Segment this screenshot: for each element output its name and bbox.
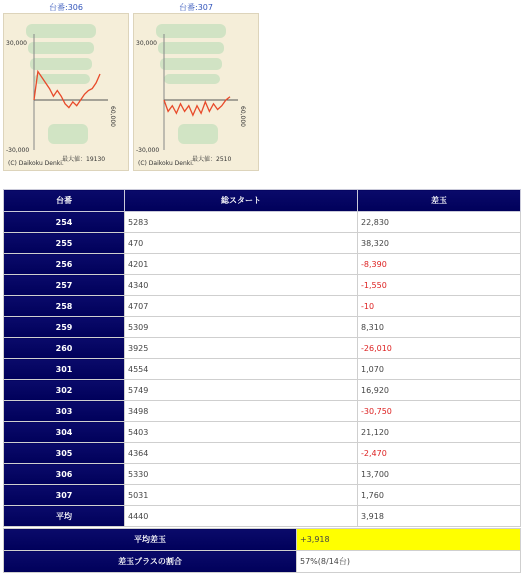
- machine-number-cell: 平均: [4, 506, 125, 527]
- difference-cell: 1,760: [358, 485, 521, 506]
- machine-number-cell: 304: [4, 422, 125, 443]
- machine-number-cell: 303: [4, 401, 125, 422]
- table-row: [4, 275, 521, 296]
- total-start-cell: 5031: [125, 485, 358, 506]
- machine-number-cell: 260: [4, 338, 125, 359]
- difference-cell: -10: [358, 296, 521, 317]
- difference-cell: 3,918: [358, 506, 521, 527]
- difference-cell: 21,120: [358, 422, 521, 443]
- difference-cell: 38,320: [358, 233, 521, 254]
- table-row: [4, 212, 521, 233]
- copyright: (C) Daikoku Denki.: [138, 160, 194, 167]
- total-start-cell: 4201: [125, 254, 358, 275]
- total-start-cell: 5403: [125, 422, 358, 443]
- difference-cell: 22,830: [358, 212, 521, 233]
- table-row: [4, 254, 521, 275]
- x-max-label: 60,000: [239, 106, 246, 127]
- copyright: (C) Daikoku Denki.: [8, 160, 64, 167]
- graph-line: [164, 97, 230, 116]
- difference-cell: -1,550: [358, 275, 521, 296]
- difference-cell: 1,070: [358, 359, 521, 380]
- plus-ratio-value: 57%(8/14台): [297, 551, 521, 573]
- header-total-start: 総スタート: [125, 190, 358, 212]
- total-start-cell: 3498: [125, 401, 358, 422]
- difference-cell: -30,750: [358, 401, 521, 422]
- difference-cell: 13,700: [358, 464, 521, 485]
- table-row: [4, 296, 521, 317]
- machine-number-cell: 257: [4, 275, 125, 296]
- difference-cell: 8,310: [358, 317, 521, 338]
- max-value-label: 最大値：2510: [192, 156, 232, 163]
- machine-number-cell: 302: [4, 380, 125, 401]
- machine-number-cell: 256: [4, 254, 125, 275]
- graph-title: 台番:306: [49, 3, 83, 12]
- summary-table: [3, 528, 521, 573]
- table-row: [4, 401, 521, 422]
- machine-number-cell: 258: [4, 296, 125, 317]
- difference-cell: 16,920: [358, 380, 521, 401]
- difference-cell: -8,390: [358, 254, 521, 275]
- table-row: [4, 338, 521, 359]
- difference-cell: -26,010: [358, 338, 521, 359]
- table-row: [4, 485, 521, 506]
- table-row: [4, 422, 521, 443]
- y-bottom-label: -30,000: [136, 147, 160, 154]
- max-value-label: 最大値：19130: [62, 156, 106, 163]
- summary-row-average: [4, 529, 521, 551]
- total-start-cell: 5330: [125, 464, 358, 485]
- y-bottom-label: -30,000: [6, 147, 30, 154]
- total-start-cell: 4707: [125, 296, 358, 317]
- machine-number-cell: 307: [4, 485, 125, 506]
- table-row: [4, 443, 521, 464]
- graph-card-306: [3, 3, 129, 171]
- graph-card-307: [133, 3, 259, 171]
- total-start-cell: 5283: [125, 212, 358, 233]
- machine-number-cell: 305: [4, 443, 125, 464]
- plus-ratio-label: 差玉プラスの割合: [4, 551, 297, 573]
- table-header-row: [4, 190, 521, 212]
- table-row: [4, 464, 521, 485]
- machine-number-cell: 254: [4, 212, 125, 233]
- total-start-cell: 4440: [125, 506, 358, 527]
- table-row: [4, 317, 521, 338]
- summary-row-ratio: [4, 551, 521, 573]
- header-difference: 差玉: [358, 190, 521, 212]
- total-start-cell: 5749: [125, 380, 358, 401]
- total-start-cell: 4364: [125, 443, 358, 464]
- average-diff-value: +3,918: [297, 529, 521, 551]
- average-diff-label: 平均差玉: [4, 529, 297, 551]
- difference-cell: -2,470: [358, 443, 521, 464]
- table-row: [4, 359, 521, 380]
- table-row: [4, 233, 521, 254]
- total-start-cell: 4340: [125, 275, 358, 296]
- y-top-label: 30,000: [6, 40, 27, 47]
- total-start-cell: 4554: [125, 359, 358, 380]
- table-row: [4, 380, 521, 401]
- header-machine-number: 台番: [4, 190, 125, 212]
- graph-box: [133, 13, 259, 171]
- machine-number-cell: 259: [4, 317, 125, 338]
- y-top-label: 30,000: [136, 40, 157, 47]
- table-row: [4, 506, 521, 527]
- machine-number-cell: 255: [4, 233, 125, 254]
- machine-number-cell: 306: [4, 464, 125, 485]
- total-start-cell: 470: [125, 233, 358, 254]
- machine-data-table: [3, 189, 521, 527]
- graph-box: [3, 13, 129, 171]
- machine-number-cell: 301: [4, 359, 125, 380]
- total-start-cell: 3925: [125, 338, 358, 359]
- x-max-label: 60,000: [109, 106, 116, 127]
- graph-title: 台番:307: [179, 3, 213, 12]
- total-start-cell: 5309: [125, 317, 358, 338]
